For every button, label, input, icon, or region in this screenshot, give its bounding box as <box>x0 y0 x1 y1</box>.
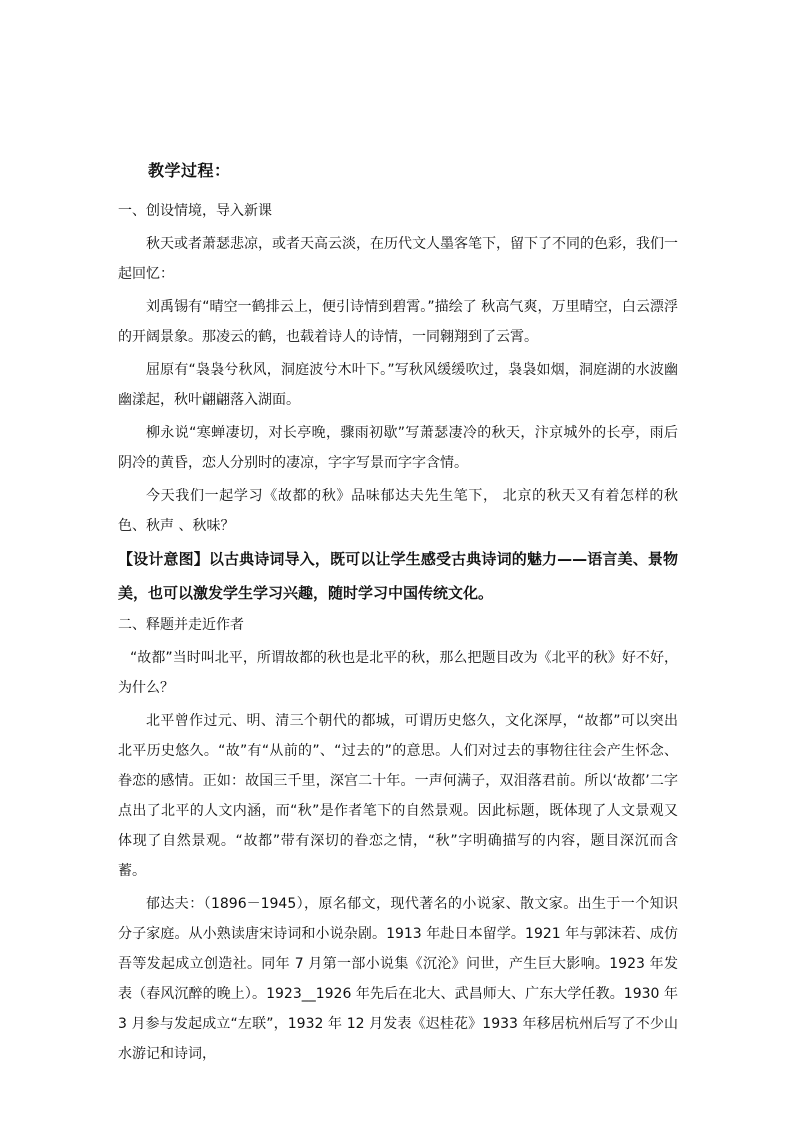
paragraph-author: 郁达夫：（1896－1945），原名郁文，现代著名的小说家、散文家。出生于一个知识分子家庭。从小熟读唐宋诗词和小说杂剧。1913 年赴日本留学。1921 年与郭沫若、成仿吾等发起成立创造社。同年 7 月第一部小说集《沉沦》问世，产生巨大影响。1923 年发表（春风沉醉的晚上）。1923__1926 年先后在北大、武昌师大、广东大学任教。1930 年 3 月参与发起成立“左联”，1932 年 12 月发表《迟桂花》1933 年移居杭州后写了不少山水游记和诗词， <box>118 896 678 1062</box>
paragraph-today: 今天我们一起学习《故都的秋》品味郁达夫先生笔下， 北京的秋天又有着怎样的秋色、秋声 、秋味？ <box>118 488 678 534</box>
document-body <box>118 196 678 1069</box>
paragraph-qu-yuan: 屈原有“袅袅兮秋风，洞庭波兮木叶下。”写秋风缓缓吹过，袅袅如烟，洞庭湖的水波幽幽漾起，秋叶翩翩落入湖面。 <box>118 362 678 408</box>
paragraph-explanation: 北平曾作过元、明、清三个朝代的都城，可谓历史悠久，文化深厚，“故都”可以突出北平历史悠久。“故”有“从前的”、“过去的”的意思。人们对过去的事物往往会产生怀念、眷恋的感情。正如：故国三千里，深宫二十年。一声何满子，双泪落君前。所以‘故都’二字点出了北平的人文内涵，而“秋”是作者笔下的自然景观。因此标题，既体现了人文景观又体现了自然景观。“故都”带有深切的眷恋之情，“秋”字明确描写的内容，题目深沉而含蓄。 <box>118 713 678 879</box>
design-intent: 【设计意图】以古典诗词导入，既可以让学生感受古典诗词的魅力——语言美、景物美，也可以激发学生学习兴趣，随时学习中国传统文化。 <box>118 550 678 602</box>
paragraph-liu-yong: 柳永说“寒蝉凄切，对长亭晚，骤雨初歇”写萧瑟凄冷的秋天，汴京城外的长亭，雨后阴冷的黄昏，恋人分别时的凄凉，字字写景而字字含情。 <box>118 425 678 471</box>
paragraph-question: “故都”当时叫北平，所谓故都的秋也是北平的秋，那么把题目改为《北平的秋》好不好，为什么？ <box>118 650 678 696</box>
page-title: 教学过程： <box>148 161 231 180</box>
paragraph-liu-yuxi: 刘禹锡有“晴空一鹤排云上，便引诗情到碧霄。”描绘了 秋高气爽，万里晴空，白云漂浮的开阔景象。那凌云的鹤，也载着诗人的诗情，一同翱翔到了云霄。 <box>118 299 678 345</box>
section-heading-2: 二、释题并走近作者 <box>118 617 244 633</box>
paragraph-intro: 秋天或者萧瑟悲凉，或者天高云淡，在历代文人墨客笔下，留下了不同的色彩，我们一起回忆： <box>118 236 678 282</box>
section-heading-1: 一、创设情境，导入新课 <box>118 203 272 219</box>
